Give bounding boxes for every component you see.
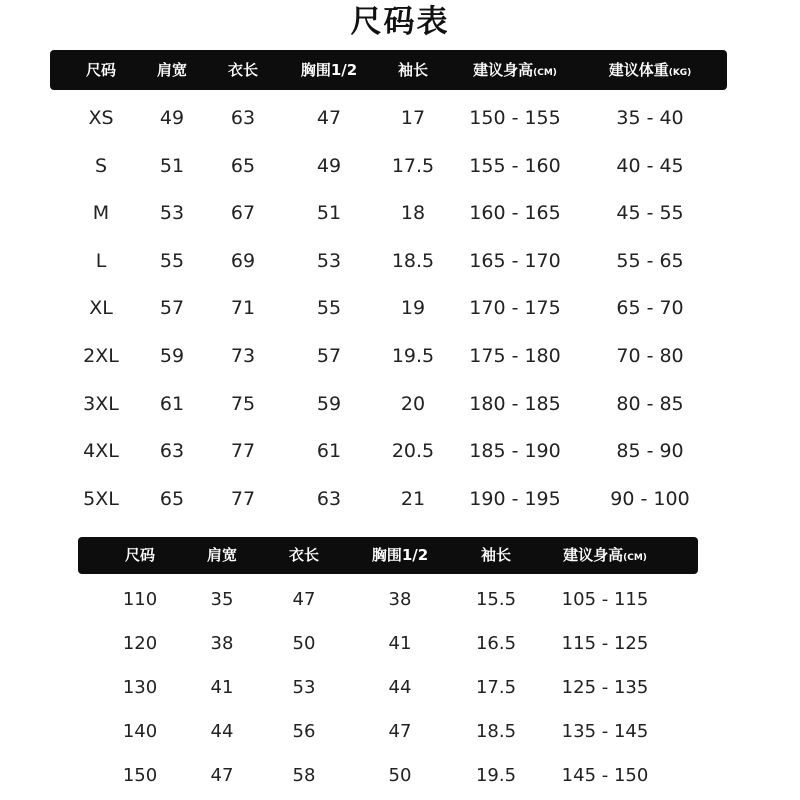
header-label: 袖长 (397, 61, 429, 79)
header-label: 尺码 (124, 546, 156, 564)
table-cell: 20.5 (391, 440, 435, 463)
table-cell: 20 (400, 392, 426, 415)
table-cell: 77 (230, 487, 256, 510)
table-cell: 3XL (83, 392, 119, 415)
table-cell: 53 (292, 677, 316, 698)
table-cell: 53 (159, 202, 185, 225)
header-label: 尺码 (85, 61, 117, 79)
table-cell: 65 (159, 487, 185, 510)
table-cell: 115 - 125 (561, 633, 649, 654)
header-cell (481, 537, 511, 574)
table-cell: 53 (316, 249, 342, 272)
table-cell: 49 (159, 107, 185, 129)
header-label: 肩宽 (156, 61, 188, 79)
table-cell: 40 - 45 (616, 154, 684, 177)
table-cell: 38 (388, 589, 412, 610)
table-cell: 130 (122, 677, 158, 698)
header-cell (86, 50, 116, 90)
header-cell (125, 537, 155, 574)
table-cell: 47 (388, 721, 412, 742)
header-label: 建议体重 (608, 61, 669, 79)
table-cell: 65 - 70 (616, 297, 684, 320)
header-unit: (KG) (668, 68, 692, 78)
table-cell: 50 (292, 633, 316, 654)
table-cell: 55 - 65 (616, 249, 684, 272)
table-cell: 71 (230, 297, 256, 320)
table-cell: 180 - 185 (469, 392, 561, 415)
table-cell: 17.5 (475, 677, 517, 698)
table-cell: 18 (400, 202, 426, 225)
table-cell: 58 (292, 765, 316, 786)
table-cell: 47 (316, 107, 342, 129)
table-cell: 56 (292, 721, 316, 742)
table-cell: 150 - 155 (469, 107, 561, 129)
table-cell: 135 - 145 (561, 721, 649, 742)
header-label: 建议身高 (473, 61, 534, 79)
table-cell: 41 (210, 677, 234, 698)
header-cell (473, 50, 557, 93)
table-cell: 61 (159, 392, 185, 415)
table-cell: 18.5 (475, 721, 517, 742)
table-cell: 50 (388, 765, 412, 786)
header-unit: (CM) (623, 553, 647, 563)
table-cell: 44 (210, 721, 234, 742)
table-cell: 16.5 (475, 633, 517, 654)
table-cell: 15.5 (475, 589, 517, 610)
table-cell: 17.5 (391, 154, 435, 177)
header-cell (609, 50, 692, 93)
table-cell: 80 - 85 (616, 392, 684, 415)
table-cell: L (95, 249, 107, 272)
table-cell: 57 (159, 297, 185, 320)
table-cell: 21 (400, 487, 426, 510)
table-cell: 19.5 (391, 345, 435, 367)
table-cell: S (94, 154, 108, 177)
header-label: 胸围1/2 (371, 546, 429, 564)
table-cell: 55 (316, 297, 342, 320)
table-cell: 185 - 190 (469, 440, 561, 463)
table-cell: 51 (159, 154, 185, 177)
table-cell: 150 (122, 765, 158, 786)
table-cell: 47 (292, 589, 316, 610)
header-cell (563, 537, 647, 577)
table-cell: 70 - 80 (616, 345, 684, 367)
table-cell: 67 (230, 202, 256, 225)
table-cell: XS (88, 107, 114, 129)
table-cell: 110 (122, 589, 158, 610)
table-cell: 175 - 180 (469, 345, 561, 367)
table-cell: 2XL (83, 345, 119, 367)
table-cell: 63 (159, 440, 185, 463)
table-cell: 105 - 115 (561, 589, 649, 610)
table-cell: M (92, 202, 110, 225)
header-cell (157, 50, 187, 90)
table-cell: 45 - 55 (616, 202, 684, 225)
table-cell: 90 - 100 (610, 487, 690, 510)
table-cell: 35 - 40 (616, 107, 684, 129)
table-cell: 55 (159, 249, 185, 272)
table-cell: 145 - 150 (561, 765, 649, 786)
table-cell: 17 (400, 107, 426, 129)
table-cell: 19 (400, 297, 426, 320)
table-cell: 160 - 165 (469, 202, 561, 225)
table-cell: 155 - 160 (469, 154, 561, 177)
table-cell: 190 - 195 (469, 487, 561, 510)
header-label: 衣长 (227, 61, 259, 79)
table-cell: 63 (316, 487, 342, 510)
table-cell: 47 (210, 765, 234, 786)
table-cell: 57 (316, 345, 342, 367)
table-cell: 38 (210, 633, 234, 654)
header-label: 建议身高 (563, 546, 624, 564)
table-cell: 49 (316, 154, 342, 177)
kids-table-header (78, 537, 698, 574)
header-cell (289, 537, 319, 574)
page-title: 尺码表 (350, 4, 450, 40)
header-label: 衣长 (288, 546, 320, 564)
table-cell: 61 (316, 440, 342, 463)
table-cell: 4XL (83, 440, 119, 463)
header-cell (301, 50, 357, 90)
table-cell: 51 (316, 202, 342, 225)
header-cell (228, 50, 258, 90)
header-cell (207, 537, 237, 574)
table-cell: 69 (230, 249, 256, 272)
table-cell: 18.5 (391, 249, 435, 272)
table-cell: 35 (210, 589, 234, 610)
table-cell: XL (89, 297, 113, 320)
header-label: 胸围1/2 (300, 61, 358, 79)
header-label: 袖长 (480, 546, 512, 564)
table-cell: 75 (230, 392, 256, 415)
header-label: 肩宽 (206, 546, 238, 564)
table-cell: 165 - 170 (469, 249, 561, 272)
table-cell: 59 (316, 392, 342, 415)
table-cell: 65 (230, 154, 256, 177)
table-cell: 170 - 175 (469, 297, 561, 320)
header-cell (372, 537, 428, 574)
table-cell: 125 - 135 (561, 677, 649, 698)
adult-table-header (50, 50, 727, 90)
table-cell: 120 (122, 633, 158, 654)
header-unit: (CM) (533, 68, 557, 78)
table-cell: 59 (159, 345, 185, 367)
table-cell: 41 (388, 633, 412, 654)
table-cell: 85 - 90 (616, 440, 684, 463)
table-cell: 44 (388, 677, 412, 698)
header-cell (398, 50, 428, 90)
table-cell: 19.5 (475, 765, 517, 786)
table-cell: 63 (230, 107, 256, 129)
table-cell: 140 (122, 721, 158, 742)
table-cell: 77 (230, 440, 256, 463)
table-cell: 5XL (83, 487, 119, 510)
table-cell: 73 (230, 345, 256, 367)
